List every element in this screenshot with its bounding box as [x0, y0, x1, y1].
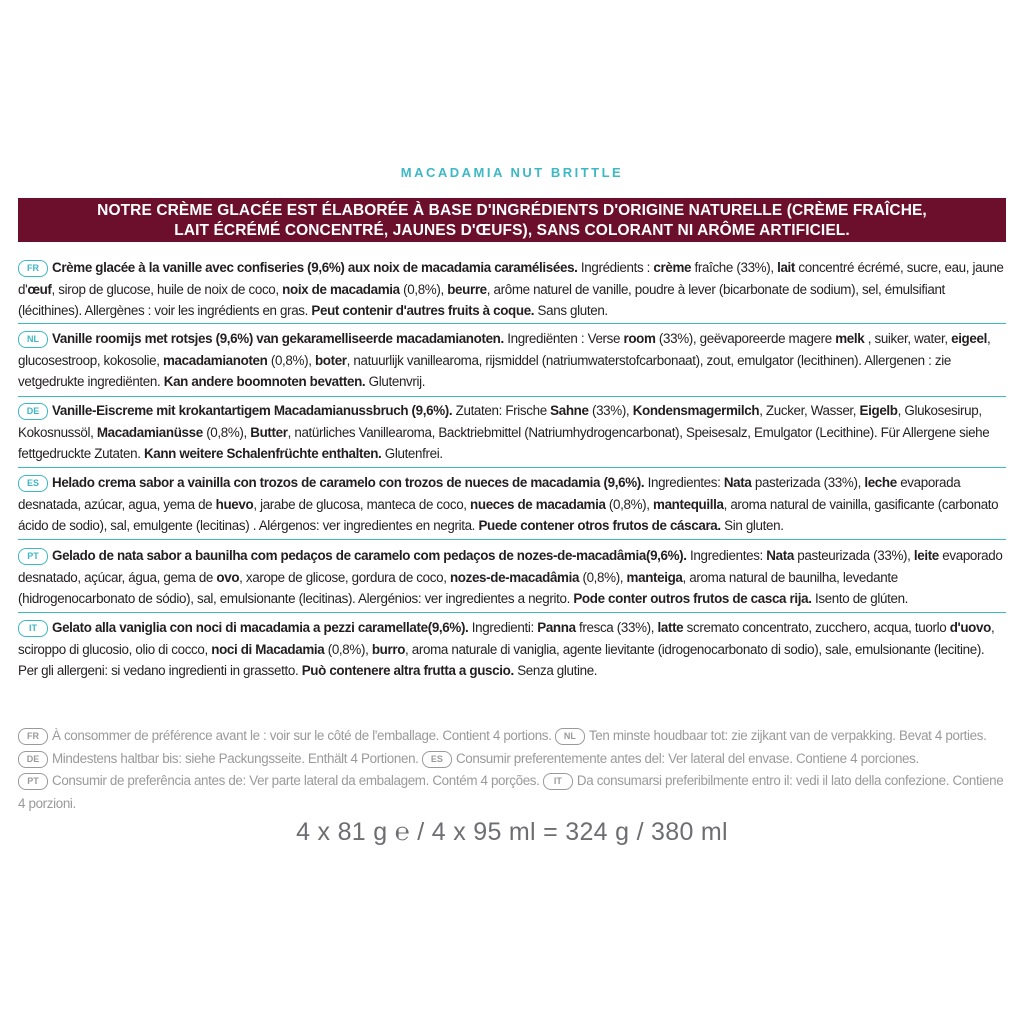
ingredient-bold-text: noix de macadamia — [282, 281, 400, 297]
ingredient-text: evaporado desnatado, açúcar, água, gema de — [18, 548, 1003, 585]
divider — [18, 323, 1006, 324]
ingredient-bold-text: huevo — [215, 496, 254, 512]
ingredient-text: fraîche (33%), — [691, 260, 778, 275]
ingredient-text: , natürliches Vanillearoma, Backtriebmittel (Natriumhydrogencarbonat), Speisesalz, Emulgator (Lecithine). Für Allergene siehe fettgedruckte Zutaten. — [18, 424, 990, 461]
ingredient-bold-text: Kan andere boomnoten bevatten. — [163, 374, 366, 389]
ingredients-it — [18, 617, 1006, 682]
lang-badge-it: IT — [18, 620, 48, 637]
ingredient-bold-text: Crème glacée à la vanille avec confiseries (9,6%) aux noix de macadamia caramélisées. — [52, 260, 578, 275]
ingredient-text: (0,8%), — [579, 569, 627, 585]
ingredient-bold-text: melk — [835, 331, 865, 346]
bbe-text-nl: Ten minste houdbaar tot: zie zijkant van de verpakking. Bevat 4 porties. — [588, 728, 987, 743]
ingredients-pt — [18, 545, 1006, 610]
ingredient-bold-text: Vanille-Eiscreme mit krokantartigem Macadamianussbruch (9,6%). — [52, 403, 453, 418]
ingredient-text: Sans gluten. — [534, 303, 608, 318]
ingredient-text: , aroma naturale di vaniglia, agente lievitante (idrogenocarbonato di sodio), sale, emulsionante (lecitine). Per gli allergeni: si vedano ingredienti in grassetto. — [18, 641, 985, 678]
bbe-text-de: Mindestens haltbar bis: siehe Packungsseite. Enthält 4 Portionen. — [52, 750, 419, 766]
ingredient-text: (33%), — [588, 403, 633, 418]
lang-badge-de: DE — [18, 403, 48, 420]
bbe-text-fr: À consommer de préférence avant le : voir sur le côté de l'emballage. Contient 4 portions. — [52, 728, 552, 743]
ingredient-bold-text: Eigelb — [859, 403, 898, 418]
ingredient-text: (0,8%), — [324, 641, 372, 657]
ingredient-bold-text: Peut contenir d'autres fruits à coque. — [311, 303, 535, 318]
ingredient-bold-text: burro — [371, 641, 406, 657]
ingredient-bold-text: Kondensmagermilch — [632, 403, 760, 418]
ingredient-text: (33%), geëvaporeerde magere — [655, 331, 836, 346]
ingredient-bold-text: noci di Macadamia — [211, 641, 325, 657]
ingredient-text: Ingrédients : — [577, 260, 654, 275]
ingredient-text: , arôme naturel de vanille, poudre à lever (bicarbonate de sodium), sel, émulsifiant (lécithines). Allergènes : voir les ingrédients en gras. — [18, 281, 945, 318]
divider — [18, 396, 1006, 397]
ingredient-bold-text: manteiga — [626, 569, 683, 585]
lang-badge-fr: FR — [18, 260, 48, 277]
bbe-item-nl — [555, 728, 987, 743]
ingredient-text: , suiker, water, — [864, 331, 952, 346]
ingredient-bold-text: Vanille roomijs met rotsjes (9,6%) van gekaramelliseerde macadamianoten. — [52, 331, 504, 346]
bbe-item-fr — [18, 728, 552, 743]
ingredient-text: , sirop de glucose, huile de noix de coco, — [51, 281, 283, 297]
ingredient-bold-text: leite — [913, 548, 939, 563]
ingredient-text: Isento de glúten. — [811, 591, 909, 606]
ingredient-bold-text: mantequilla — [653, 496, 724, 512]
ingredients-nl — [18, 328, 1006, 393]
ingredient-bold-text: lait — [777, 260, 796, 275]
ingredient-text: concentré écrémé, sucre, eau, jaune d' — [18, 260, 1004, 297]
ingredient-text: , sciroppo di glucosio, olio di cocco, — [18, 620, 995, 657]
bbe-text-pt: Consumir de preferência antes de: Ver parte lateral da embalagem. Contém 4 porções. — [52, 773, 540, 788]
ingredient-bold-text: beurre — [447, 281, 487, 297]
ingredient-text: (0,8%), — [605, 496, 654, 512]
ingredient-text: , Glukosesirup, Kokosnussöl, — [18, 403, 982, 440]
ingredient-bold-text: crème — [653, 260, 692, 275]
ingredient-text: Ingrediënten : Verse — [503, 331, 624, 346]
divider — [18, 612, 1006, 613]
ingredient-text: Ingredientes: — [644, 475, 724, 490]
bbe-text-es: Consumir preferentemente antes del: Ver lateral del envase. Contiene 4 porciones. — [455, 750, 919, 766]
lang-badge-es: ES — [422, 751, 452, 768]
ingredient-bold-text: nozes-de-macadâmia — [449, 569, 580, 585]
ingredient-text: , aroma natural de vainilla, gasificante (carbonato ácido de sodio), sal, emulgente (lecitinas) . Alérgenos: ver ingredientes en negrita. — [18, 496, 999, 533]
ingredient-text: Zutaten: Frische — [452, 403, 551, 418]
ingredients-es — [18, 472, 1006, 537]
ingredient-text: (0,8%), — [399, 281, 448, 297]
ingredient-bold-text: Panna — [537, 620, 576, 635]
ingredient-bold-text: d'uovo — [949, 620, 991, 635]
lang-badge-es: ES — [18, 475, 48, 492]
lang-badge-pt: PT — [18, 548, 48, 565]
ingredient-bold-text: Nata — [766, 548, 794, 563]
ingredient-text: , xarope de glicose, gordura de coco, — [239, 569, 450, 585]
ingredient-bold-text: room — [623, 331, 656, 346]
net-quantity — [0, 818, 1024, 847]
ingredient-text: , natuurlijk vanillearoma, rijsmiddel (natriumwaterstofcarbonaat), zout, emulgator (lecithinen). Allergenen : zie vetgedrukte ingrediënten. — [18, 352, 951, 389]
ingredient-text: evaporada desnatada, azúcar, agua, yema de — [18, 475, 961, 512]
ingredients-fr — [18, 257, 1006, 322]
ingredient-bold-text: eigeel — [951, 331, 987, 346]
product-title: MACADAMIA NUT BRITTLE — [400, 165, 624, 180]
quantity-weight: 4 x 81 g — [296, 818, 388, 846]
claim-line-2: LAIT ÉCRÉMÉ CONCENTRÉ, JAUNES D'ŒUFS), SANS COLORANT NI ARÔME ARTIFICIEL. — [174, 222, 850, 239]
ingredient-text: pasterizada (33%), — [751, 475, 865, 490]
ingredient-text: , aroma natural de baunilha, levedante (hidrogenocarbonato de sódio), sal, emulsionante (lecitinas). Alergénios: ver ingredientes a negrito. — [18, 569, 898, 606]
ingredient-bold-text: Sahne — [550, 403, 589, 418]
best-before-block — [18, 725, 1006, 815]
ingredient-bold-text: Macadamianüsse — [96, 424, 203, 440]
quantity-volume: / 4 x 95 ml = 324 g / 380 ml — [417, 818, 728, 846]
ingredient-bold-text: nueces de macadamia — [470, 496, 606, 512]
ingredient-text: Glutenvrij. — [365, 374, 426, 389]
bbe-item-es — [422, 751, 919, 766]
lang-badge-nl: NL — [555, 728, 585, 745]
lang-badge-it: IT — [543, 773, 573, 790]
ingredient-bold-text: Gelado de nata sabor a baunilha com pedaços de caramelo com pedaços de nozes-de-macadâmia(9,6%). — [52, 548, 687, 563]
ingredient-bold-text: leche — [864, 475, 897, 490]
ingredient-text: Senza glutine. — [513, 663, 598, 678]
ingredient-bold-text: Gelato alla vaniglia con noci di macadamia a pezzi caramellate(9,6%). — [52, 620, 469, 635]
bbe-item-de — [18, 751, 419, 766]
claim-line-1: NOTRE CRÈME GLACÉE EST ÉLABORÉE À BASE D'INGRÉDIENTS D'ORIGINE NATURELLE (CRÈME FRAÎCHE, — [97, 202, 927, 219]
ingredient-bold-text: Kann weitere Schalenfrüchte enthalten. — [143, 446, 382, 461]
ingredient-text: Glutenfrei. — [381, 446, 443, 461]
ingredient-text: (0,8%), — [267, 352, 315, 368]
ingredient-text: , Zucker, Wasser, — [759, 403, 860, 418]
ingredient-bold-text: œuf — [27, 281, 52, 297]
ingredients-de — [18, 400, 1006, 465]
estimated-sign-icon: ℮ — [394, 818, 410, 846]
ingredient-bold-text: boter — [314, 352, 347, 368]
lang-badge-pt: PT — [18, 773, 48, 790]
ingredient-bold-text: Può contenere altra frutta a guscio. — [301, 663, 514, 678]
ingredient-text: Sin gluten. — [720, 518, 784, 533]
divider — [18, 539, 1006, 540]
claim-banner — [18, 198, 1006, 242]
divider — [18, 467, 1006, 468]
bbe-text-it: Da consumarsi preferibilmente entro il: vedi il lato della confezione. Contiene 4 porzioni. — [18, 773, 1004, 811]
ingredient-text: (0,8%), — [202, 424, 251, 440]
lang-badge-de: DE — [18, 751, 48, 768]
ingredient-bold-text: Nata — [723, 475, 752, 490]
ingredient-bold-text: Pode conter outros frutos de casca rija. — [573, 591, 812, 606]
ingredient-bold-text: Helado crema sabor a vainilla con trozos de caramelo con trozos de nueces de macadamia (9,6%). — [52, 475, 645, 490]
lang-badge-fr: FR — [18, 728, 48, 745]
ingredient-bold-text: ovo — [216, 569, 240, 585]
ingredient-bold-text: Puede contener otros frutos de cáscara. — [478, 518, 721, 533]
ingredient-bold-text: macadamianoten — [162, 352, 268, 368]
ingredient-text: pasteurizada (33%), — [793, 548, 914, 563]
ingredient-text: , glucosestroop, kokosolie, — [18, 331, 991, 368]
bbe-item-pt — [18, 773, 540, 788]
ingredient-text: Ingredienti: — [468, 620, 538, 635]
ingredient-text: scremato concentrato, zucchero, acqua, tuorlo — [683, 620, 950, 635]
ingredient-text: , jarabe de glucosa, manteca de coco, — [253, 496, 471, 512]
ingredient-bold-text: Butter — [250, 424, 288, 440]
ingredient-text: Ingredientes: — [686, 548, 767, 563]
ingredient-text: fresca (33%), — [575, 620, 658, 635]
lang-badge-nl: NL — [18, 331, 48, 348]
ingredient-bold-text: latte — [657, 620, 684, 635]
